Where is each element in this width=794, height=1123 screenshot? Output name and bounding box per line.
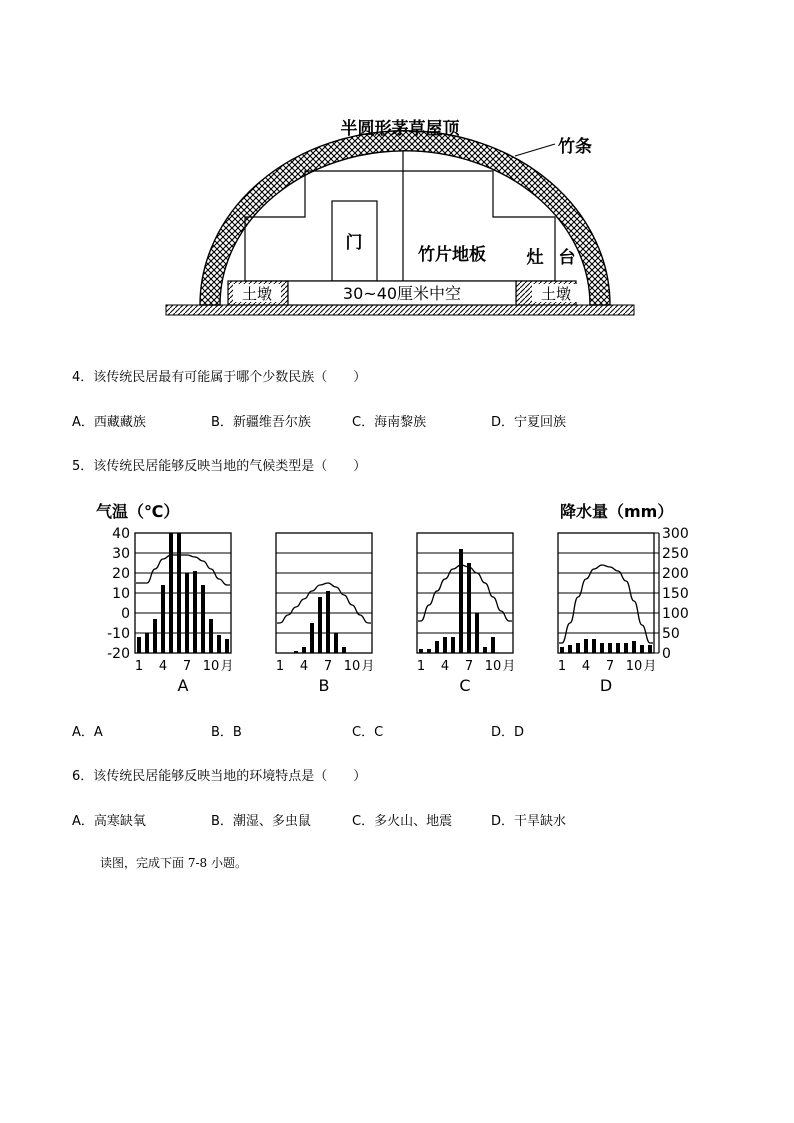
temp-tick-labels	[107, 526, 130, 662]
precip-bar	[334, 633, 338, 653]
month-tick-label: 1	[275, 659, 285, 674]
precip-bar	[177, 533, 181, 653]
precip-bar	[193, 571, 197, 653]
precip-bar	[318, 597, 322, 653]
precip-bar	[600, 643, 604, 653]
panel-letter: D	[599, 676, 613, 695]
month-tick-label: 10	[625, 659, 643, 674]
month-tick-label: 10	[343, 659, 361, 674]
precip-tick-label: 0	[662, 646, 671, 662]
precip-bar	[201, 585, 205, 653]
q4-option-d[interactable]: D．宁夏回族	[491, 415, 567, 430]
precip-tick-label: 250	[662, 546, 689, 562]
month-tick-label: 1	[416, 659, 426, 674]
climate-panel-d	[558, 533, 657, 695]
precip-bar	[302, 647, 306, 653]
precip-bar	[451, 637, 455, 653]
precip-bar	[427, 649, 431, 653]
temp-axis-label: 气温（℃）	[96, 502, 180, 521]
month-tick-label: 10	[484, 659, 502, 674]
q4-option-b[interactable]: B．新疆维吾尔族	[211, 415, 311, 430]
month-tick-label: 7	[464, 659, 474, 674]
precip-bar	[137, 637, 141, 653]
precip-bar	[592, 639, 596, 653]
month-tick-label: 7	[323, 659, 333, 674]
panel-letter: B	[318, 676, 330, 695]
precip-tick-label: 50	[662, 626, 680, 642]
q5-option-d[interactable]: D．D	[491, 725, 525, 740]
precip-bar	[310, 623, 314, 653]
question-6-stem: 6．该传统民居能够反映当地的环境特点是（ ）	[72, 769, 367, 784]
bamboo-label: 竹条	[558, 137, 592, 157]
precip-bar	[153, 619, 157, 653]
precip-bar	[640, 645, 644, 653]
precip-bar	[145, 633, 149, 653]
stove-label-2: 台	[558, 248, 576, 268]
precip-bar	[217, 635, 221, 653]
precip-bar	[608, 643, 612, 653]
precip-bar	[435, 641, 439, 653]
temp-tick-label: -20	[107, 646, 130, 662]
precip-tick-label: 100	[662, 606, 689, 622]
precip-tick-label: 150	[662, 586, 689, 602]
panel-letter: C	[459, 676, 471, 695]
temperature-curve	[277, 583, 371, 623]
precip-axis-label: 降水量（mm）	[560, 502, 674, 521]
precip-bar	[584, 639, 588, 653]
month-unit-label: 月	[361, 659, 375, 674]
precip-bar	[225, 639, 229, 653]
month-unit-label: 月	[643, 659, 657, 674]
temp-tick-label: 30	[112, 546, 130, 562]
month-unit-label: 月	[502, 659, 516, 674]
month-tick-label: 4	[581, 659, 591, 674]
interior-walls	[245, 171, 555, 281]
q5-option-b[interactable]: B．B	[211, 725, 242, 740]
bamboo-leader	[515, 144, 555, 156]
temp-tick-label: 20	[112, 566, 130, 582]
ground	[166, 305, 634, 315]
door-label: 门	[345, 233, 363, 253]
precip-bar	[491, 637, 495, 653]
precip-tick-label: 300	[662, 526, 689, 542]
precip-bar	[209, 619, 213, 653]
thatched-roof	[200, 131, 610, 305]
question-4-stem: 4．该传统民居最有可能属于哪个少数民族（ ）	[72, 370, 367, 385]
pier-right-label: 土墩	[540, 285, 572, 303]
month-tick-label: 1	[134, 659, 144, 674]
gap-label: 30~40厘米中空	[342, 284, 462, 303]
month-tick-label: 10	[202, 659, 220, 674]
climate-panel-b	[276, 533, 375, 695]
month-tick-label: 4	[299, 659, 309, 674]
roof-label: 半圆形茅草屋顶	[340, 119, 460, 139]
precip-bar	[475, 613, 479, 653]
climate-panels	[135, 533, 657, 695]
precip-bar	[632, 641, 636, 653]
stove-label-1: 灶	[526, 248, 544, 268]
precip-bar	[294, 651, 298, 653]
precip-bar	[576, 643, 580, 653]
temp-tick-label: 40	[112, 526, 130, 542]
q5-option-c[interactable]: C．C	[352, 725, 384, 740]
temp-tick-label: -10	[107, 626, 130, 642]
precip-bar	[326, 591, 330, 653]
precip-bar	[443, 637, 447, 653]
precip-bar	[568, 645, 572, 653]
floor-label: 竹片地板	[418, 245, 486, 265]
month-tick-label: 4	[440, 659, 450, 674]
precip-tick-label: 200	[662, 566, 689, 582]
precip-bar	[169, 533, 173, 653]
q6-option-c[interactable]: C．多火山、地震	[352, 814, 453, 829]
precip-bar	[467, 563, 471, 653]
month-tick-label: 1	[557, 659, 567, 674]
precip-bar	[419, 649, 423, 653]
climate-panel-a	[135, 533, 234, 695]
precip-bar	[161, 585, 165, 653]
month-tick-label: 7	[182, 659, 192, 674]
q4-option-a[interactable]: A．西藏藏族	[72, 415, 146, 430]
house-diagram	[160, 108, 640, 323]
q6-option-d[interactable]: D．干旱缺水	[491, 814, 567, 829]
temperature-curve	[136, 555, 230, 585]
question-5-stem: 5．该传统民居能够反映当地的气候类型是（ ）	[72, 459, 367, 474]
precip-bar	[648, 645, 652, 653]
instruction-note: 读图，完成下面 7-8 小题。	[100, 856, 247, 870]
q4-option-c[interactable]: C．海南黎族	[352, 415, 427, 430]
month-tick-label: 7	[605, 659, 615, 674]
month-unit-label: 月	[220, 659, 234, 674]
precip-bar	[185, 573, 189, 653]
precip-bar	[616, 643, 620, 653]
precip-bar	[483, 647, 487, 653]
month-tick-label: 4	[158, 659, 168, 674]
climate-panel-c	[417, 533, 516, 695]
q5-option-a[interactable]: A．A	[72, 725, 103, 740]
temp-tick-label: 0	[121, 606, 130, 622]
temp-tick-label: 10	[112, 586, 130, 602]
precip-tick-labels	[654, 526, 689, 662]
precip-bar	[560, 647, 564, 653]
q6-option-a[interactable]: A．高寒缺氧	[72, 814, 146, 829]
panel-letter: A	[177, 676, 189, 695]
temperature-curve	[559, 565, 653, 643]
climate-charts	[90, 497, 710, 702]
precip-bar	[342, 647, 346, 653]
q6-option-b[interactable]: B．潮湿、多虫鼠	[211, 814, 311, 829]
precip-bar	[624, 643, 628, 653]
pier-left-label: 土墩	[241, 285, 273, 303]
